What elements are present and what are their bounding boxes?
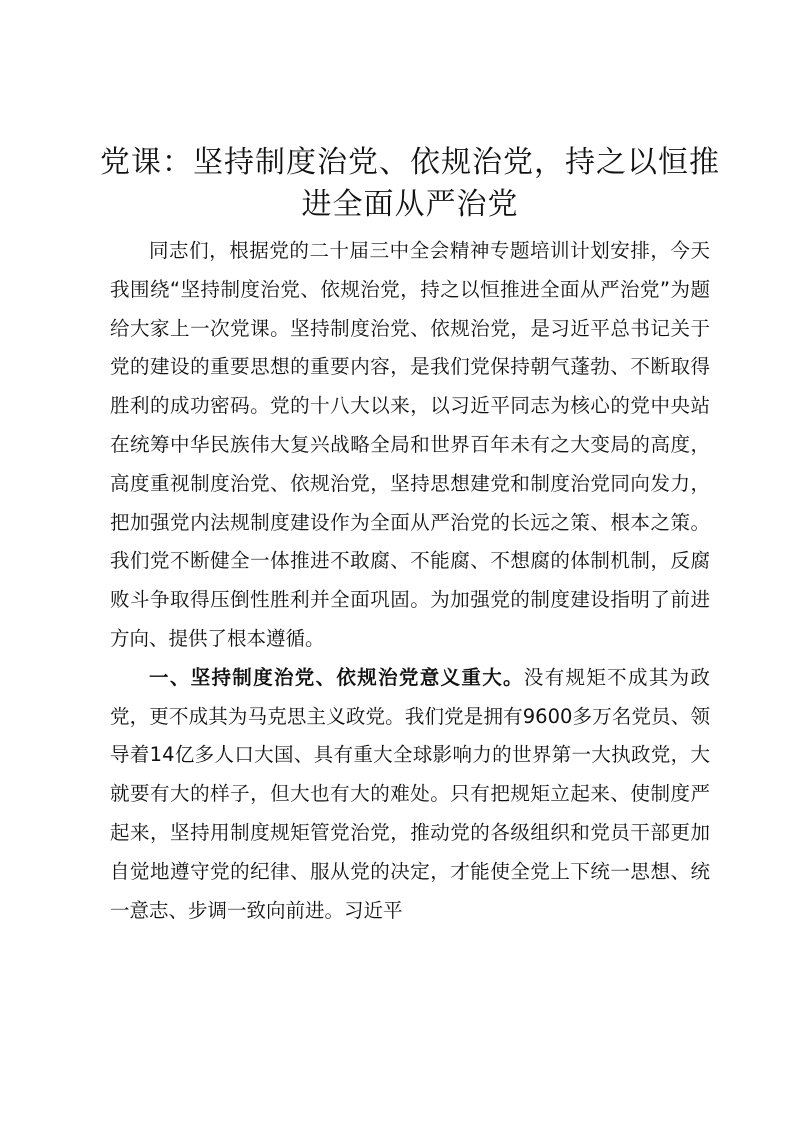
intro-paragraph bbox=[110, 232, 710, 659]
intro-paragraph-text: 同志们，根据党的二十届三中全会精神专题培训计划安排，今天我围绕“坚持制度治党、依规治党，持之以恒推进全面从严治党”为题给大家上一次党课。坚持制度治党、依规治党，是习近平总书记关于党的建设的重要思想的重要内容，是我们党保持朝气蓬勃、不断取得胜利的成功密码。党的十八大以来，以习近平同志为核心的党中央站在统筹中华民族伟大复兴战略全局和世界百年未有之大变局的高度，高度重视制度治党、依规治党，坚持思想建党和制度治党同向发力，把加强党内法规制度建设作为全面从严治党的长远之策、根本之策。我们党不断健全一体推进不敢腐、不能腐、不想腐的体制机制，反腐败斗争取得压倒性胜利并全面巩固。为加强党的制度建设指明了前进方向、提供了根本遵循。 bbox=[110, 239, 710, 650]
section-one-text: 没有规矩不成其为政党，更不成其为马克思主义政党。我们党是拥有9600多万名党员、领导着14亿多人口大国、具有重大全球影响力的世界第一大执政党，大就要有大的样子，但大也有大的难处。只有把规矩立起来、使制度严起来，坚持用制度规矩管党治党，推动党的各级组织和党员干部更加自觉地遵守党的纪律、服从党的决定，才能使全党上下统一思想、统一意志、步调一致向前进。习近平 bbox=[110, 665, 710, 922]
page-title: 党课：坚持制度治党、依规治党，持之以恒推进全面从严治党 bbox=[100, 145, 720, 222]
document-body bbox=[110, 232, 710, 930]
section-one-heading: 一、坚持制度治党、依规治党意义重大。 bbox=[149, 665, 524, 689]
section-one-paragraph bbox=[110, 659, 710, 931]
